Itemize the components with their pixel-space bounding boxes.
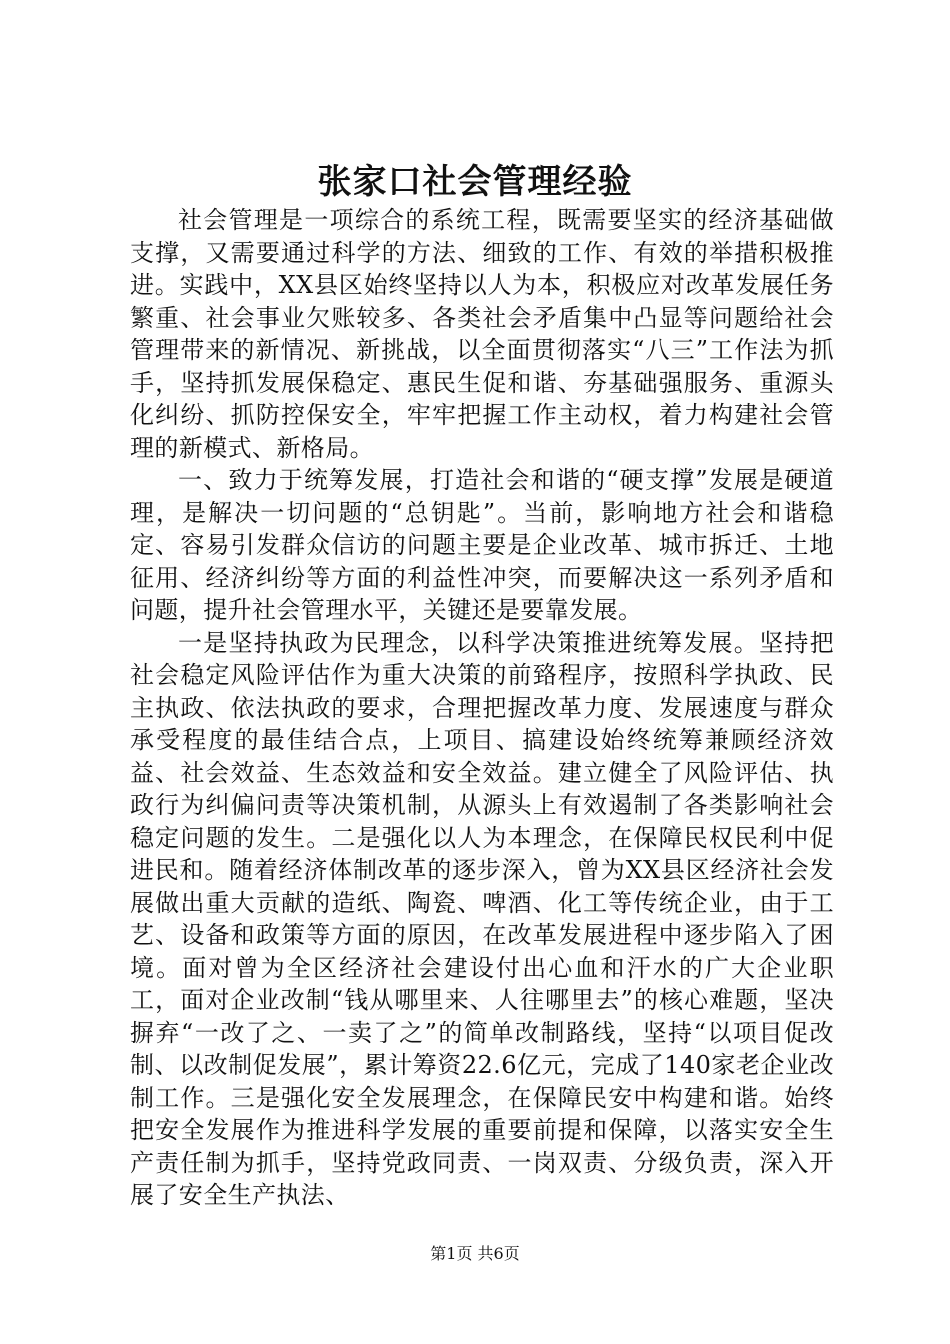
paragraph-section-one-details: 一是坚持执政为民理念，以科学决策推进统筹发展。坚持把社会稳定风险评估作为重大决策的前臵程序，按照科学执政、民主执政、依法执政的要求，合理把握改革力度、发展速度与群众承受程度的最佳结合点，上项目、搞建设始终统筹兼顾经济效益、社会效益、生态效益和安全效益。建立健全了风险评估、执政行为纠偏问责等决策机制，从源头上有效遏制了各类影响社会稳定问题的发生。二是强化以人为本理念，在保障民权民利中促进民和。随着经济体制改革的逐步深入，曾为XX县区经济社会发展做出重大贡献的造纸、陶瓷、啤酒、化工等传统企业，由于工艺、设备和政策等方面的原因，在改革发展进程中逐步陷入了困境。面对曾为全区经济社会建设付出心血和汗水的广大企业职工，面对企业改制“钱从哪里来、人往哪里去”的核心难题，坚决摒弃“一改了之、一卖了之”的简单改制路线，坚持“以项目促改制、以改制促发展”，累计筹资22.6亿元，完成了140家老企业改制工作。三是强化安全发展理念，在保障民安中构建和谐。始终把安全发展作为推进科学发展的重要前提和保障，以落实安全生产责任制为抓手，坚持党政同责、一岗双责、分级负责，深入开展了安全生产执法、: [130, 628, 834, 1209]
paragraph-intro: 社会管理是一项综合的系统工程，既需要坚实的经济基础做支撑，又需要通过科学的方法、细致的工作、有效的举措积极推进。实践中，XX县区始终坚持以人为本，积极应对改革发展任务繁重、社会事业欠账较多、各类社会矛盾集中凸显等问题给社会管理带来的新情况、新挑战，以全面贯彻落实“八三”工作法为抓手，坚持抓发展保稳定、惠民生促和谐、夯基础强服务、重源头化纠纷、抓防控保安全，牢牢把握工作主动权，着力构建社会管理的新模式、新格局。: [130, 206, 834, 462]
document-title: 张家口社会管理经验: [317, 162, 633, 202]
paragraph-section-one: 一、致力于统筹发展，打造社会和谐的“硬支撑”发展是硬道理，是解决一切问题的“总钥匙”。当前，影响地方社会和谐稳定、容易引发群众信访的问题主要是企业改革、城市拆迁、土地征用、经济纠纷等方面的利益性冲突，而要解决这一系列矛盾和问题，提升社会管理水平，关键还是要靠发展。: [130, 466, 834, 624]
document-body: [130, 204, 834, 1212]
page-number-footer: 第1页 共6页: [430, 1244, 520, 1263]
